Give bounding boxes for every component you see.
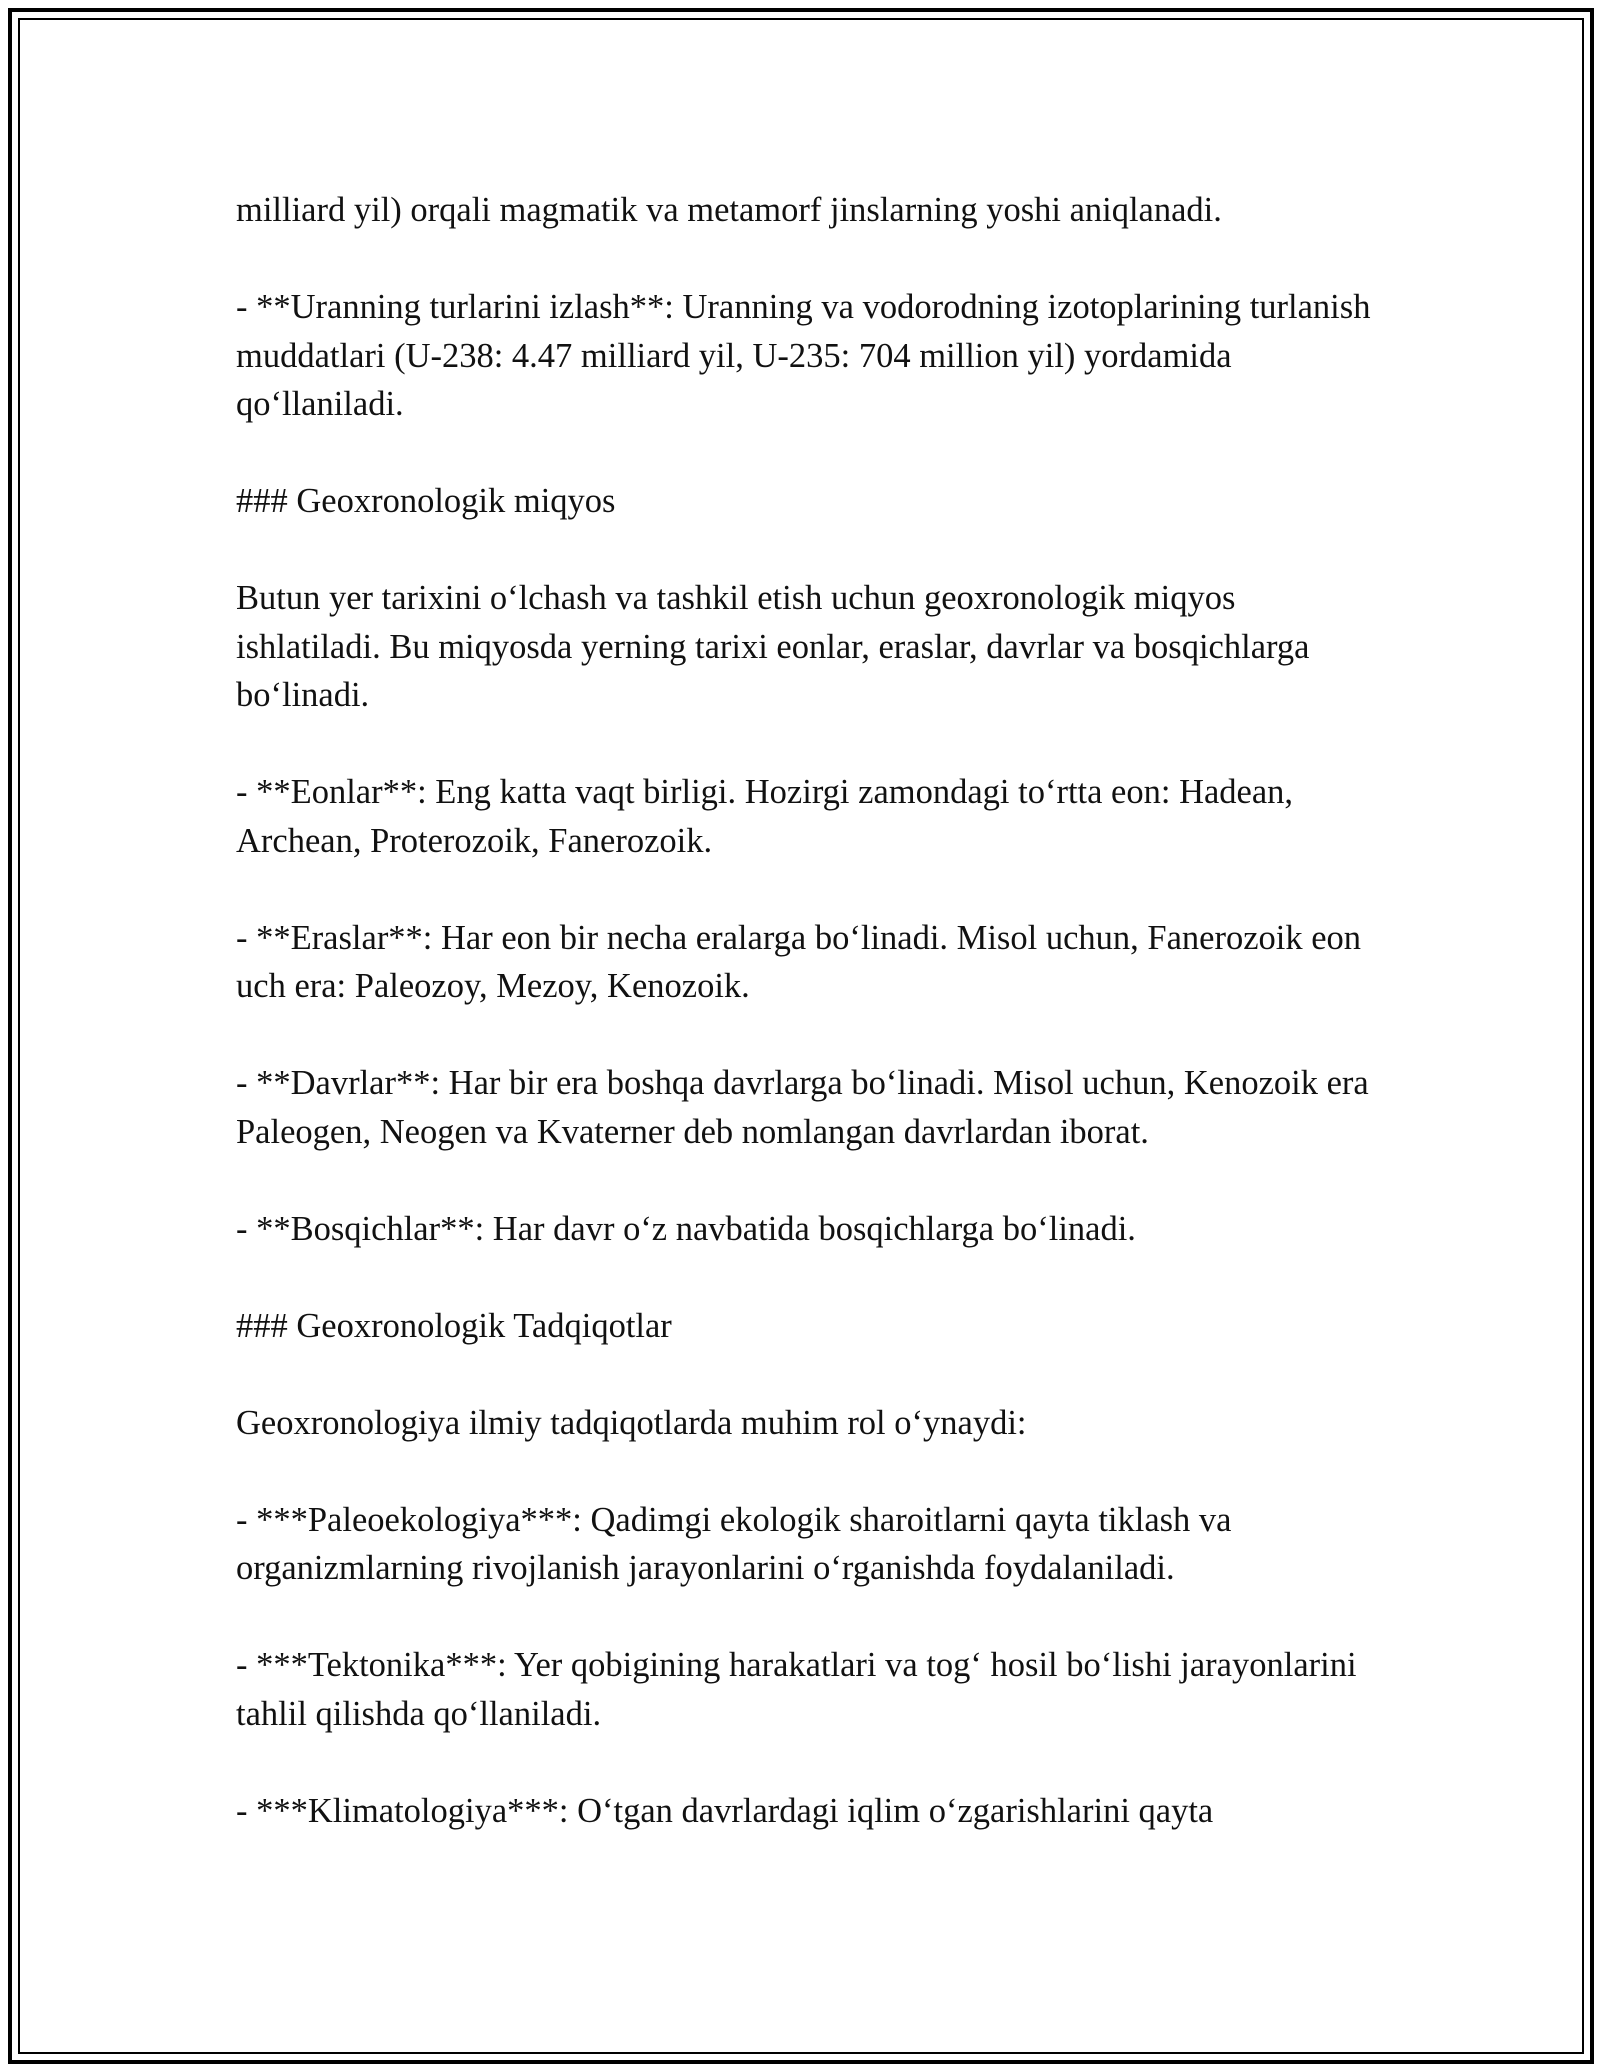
list-item-climatology: - ***Klimatologiya***: O‘tgan davrlardagi iqlim o‘zgarishlarini qayta — [236, 1791, 1214, 1830]
list-item-paleoecology: - ***Paleoekologiya***: Qadimgi ekologik sharoitlarni qayta tiklash va organizmlarning rivojlanish jarayonlarini o‘rganishda foydalaniladi. — [236, 1500, 1232, 1587]
paragraph-dating-continuation: milliard yil) orqali magmatik va metamorf jinslarning yoshi aniqlanadi. — [236, 191, 1222, 229]
list-item-eras: - **Eraslar**: Har eon bir necha eralarga bo‘linadi. Misol uchun, Fanerozoik eon uch era: Paleozoy, Mezoy, Kenozoik. — [236, 918, 1362, 1005]
heading-geochronologic-research: ### Geoxronologik Tadqiqotlar — [236, 1306, 672, 1345]
paragraph-research-intro: Geoxronologiya ilmiy tadqiqotlarda muhim rol o‘ynaydi: — [236, 1403, 1027, 1442]
list-item-uranium-search: - **Uranning turlarini izlash**: Uranning va vodorodning izotoplarining turlanish muddatlari (U-238: 4.47 milliard yil, U-235: 704 million yil) yordamida qo‘llaniladi. — [236, 288, 1371, 423]
document-body — [236, 186, 1386, 1835]
list-item-periods: - **Davrlar**: Har bir era boshqa davrlarga bo‘linadi. Misol uchun, Kenozoik era Paleogen, Neogen va Kvaterner deb nomlangan davrlardan iborat. — [236, 1064, 1369, 1151]
list-item-stages: - **Bosqichlar**: Har davr o‘z navbatida bosqichlarga bo‘linadi. — [236, 1209, 1136, 1248]
heading-geochronologic-scale: ### Geoxronologik miqyos — [236, 482, 616, 520]
list-item-eons: - **Eonlar**: Eng katta vaqt birligi. Hozirgi zamondagi to‘rtta eon: Hadean, Archean, Proterozoik, Fanerozoik. — [236, 773, 1294, 860]
list-item-tectonics: - ***Tektonika***: Yer qobigining harakatlari va tog‘ hosil bo‘lishi jarayonlarini tahlil qilishda qo‘llaniladi. — [236, 1646, 1357, 1733]
paragraph-scale-intro: Butun yer tarixini o‘lchash va tashkil etish uchun geoxronologik miqyos ishlatiladi. Bu miqyosda yerning tarixi eonlar, eraslar, davrlar va bosqichlarga bo‘linadi. — [236, 579, 1310, 714]
